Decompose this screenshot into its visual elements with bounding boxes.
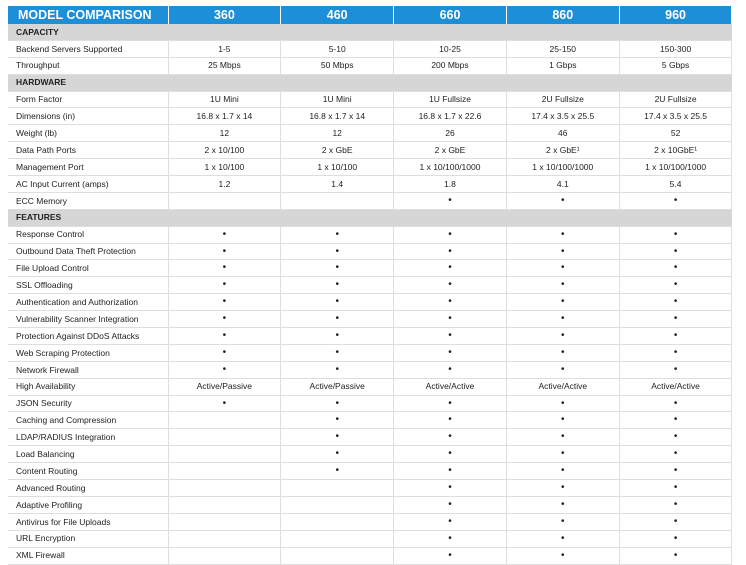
row-label: AC Input Current (amps) — [8, 176, 168, 193]
table-cell: 17.4 x 3.5 x 25.5 — [619, 108, 732, 125]
feature-dot: • — [506, 294, 619, 311]
row-label: Network Firewall — [8, 361, 168, 378]
table-row — [8, 176, 732, 193]
feature-dot: • — [506, 463, 619, 480]
table-cell — [168, 496, 281, 513]
row-label: XML Firewall — [8, 547, 168, 564]
table-cell: 1U Mini — [168, 91, 281, 108]
table-cell: 26 — [394, 125, 507, 142]
table-row — [8, 294, 732, 311]
row-label: Protection Against DDoS Attacks — [8, 328, 168, 345]
feature-dot: • — [168, 260, 281, 277]
feature-dot: • — [619, 429, 732, 446]
row-label: Antivirus for File Uploads — [8, 513, 168, 530]
table-row — [8, 108, 732, 125]
row-label: Form Factor — [8, 91, 168, 108]
table-row — [8, 57, 732, 74]
table-row — [8, 463, 732, 480]
feature-dot: • — [394, 311, 507, 328]
section-title: HARDWARE — [8, 74, 732, 91]
feature-dot: • — [394, 328, 507, 345]
feature-dot: • — [506, 496, 619, 513]
table-row — [8, 142, 732, 159]
table-cell: 2 x 10/100 — [168, 142, 281, 159]
table-cell: 12 — [281, 125, 394, 142]
table-row — [8, 40, 732, 57]
table-cell — [168, 463, 281, 480]
feature-dot: • — [168, 243, 281, 260]
table-row — [8, 496, 732, 513]
feature-dot: • — [281, 243, 394, 260]
row-label: LDAP/RADIUS Integration — [8, 429, 168, 446]
row-label: Response Control — [8, 226, 168, 243]
feature-dot: • — [619, 344, 732, 361]
table-cell: 2 x GbE — [394, 142, 507, 159]
table-row — [8, 344, 732, 361]
row-label: Authentication and Authorization — [8, 294, 168, 311]
feature-dot: • — [619, 260, 732, 277]
section-header — [8, 209, 732, 226]
row-label: Outbound Data Theft Protection — [8, 243, 168, 260]
table-cell — [281, 496, 394, 513]
feature-dot: • — [619, 277, 732, 294]
row-label: Content Routing — [8, 463, 168, 480]
feature-dot: • — [619, 226, 732, 243]
feature-dot: • — [506, 513, 619, 530]
table-cell: Active/Active — [619, 378, 732, 395]
table-row — [8, 412, 732, 429]
table-cell: 1 x 10/100/1000 — [619, 159, 732, 176]
feature-dot: • — [394, 395, 507, 412]
feature-dot: • — [506, 429, 619, 446]
table-cell — [168, 446, 281, 463]
feature-dot: • — [394, 243, 507, 260]
feature-dot: • — [168, 311, 281, 328]
table-row — [8, 513, 732, 530]
feature-dot: • — [619, 530, 732, 547]
table-body — [8, 24, 732, 564]
feature-dot: • — [619, 395, 732, 412]
header-model-660: 660 — [394, 6, 507, 24]
row-label: URL Encryption — [8, 530, 168, 547]
table-row — [8, 192, 732, 209]
table-cell — [281, 513, 394, 530]
feature-dot: • — [281, 260, 394, 277]
table-cell: 17.4 x 3.5 x 25.5 — [506, 108, 619, 125]
feature-dot: • — [506, 344, 619, 361]
feature-dot: • — [619, 480, 732, 497]
table-cell: 52 — [619, 125, 732, 142]
table-cell: 1.8 — [394, 176, 507, 193]
row-label: Vulnerability Scanner Integration — [8, 311, 168, 328]
feature-dot: • — [619, 361, 732, 378]
table-row — [8, 277, 732, 294]
table-cell: 2U Fullsize — [619, 91, 732, 108]
feature-dot: • — [619, 513, 732, 530]
table-row — [8, 91, 732, 108]
feature-dot: • — [619, 328, 732, 345]
table-row — [8, 480, 732, 497]
feature-dot: • — [394, 513, 507, 530]
table-row — [8, 429, 732, 446]
table-cell — [281, 480, 394, 497]
table-cell — [168, 192, 281, 209]
table-cell: 16.8 x 1.7 x 22.6 — [394, 108, 507, 125]
table-cell: 16.8 x 1.7 x 14 — [281, 108, 394, 125]
table-cell: 16.8 x 1.7 x 14 — [168, 108, 281, 125]
row-label: Adaptive Profiling — [8, 496, 168, 513]
feature-dot: • — [506, 395, 619, 412]
table-cell: 150-300 — [619, 40, 732, 57]
feature-dot: • — [506, 192, 619, 209]
table-cell: 50 Mbps — [281, 57, 394, 74]
table-row — [8, 226, 732, 243]
table-cell: Active/Passive — [281, 378, 394, 395]
table-row — [8, 125, 732, 142]
header-model-360: 360 — [168, 6, 281, 24]
row-label: High Availability — [8, 378, 168, 395]
table-row — [8, 159, 732, 176]
feature-dot: • — [281, 463, 394, 480]
section-title: CAPACITY — [8, 24, 732, 40]
table-cell: 200 Mbps — [394, 57, 507, 74]
feature-dot: • — [394, 530, 507, 547]
model-comparison-table — [8, 6, 732, 565]
feature-dot: • — [168, 361, 281, 378]
table-row — [8, 395, 732, 412]
table-row — [8, 378, 732, 395]
feature-dot: • — [619, 463, 732, 480]
table-cell: 1U Fullsize — [394, 91, 507, 108]
table-cell: 1.4 — [281, 176, 394, 193]
header-model-860: 860 — [506, 6, 619, 24]
feature-dot: • — [394, 277, 507, 294]
table-cell: Active/Active — [506, 378, 619, 395]
feature-dot: • — [394, 344, 507, 361]
table-cell: 5 Gbps — [619, 57, 732, 74]
section-header — [8, 74, 732, 91]
feature-dot: • — [394, 547, 507, 564]
feature-dot: • — [619, 496, 732, 513]
table-cell: 4.1 — [506, 176, 619, 193]
table-row — [8, 260, 732, 277]
table-row — [8, 361, 732, 378]
table-cell — [281, 192, 394, 209]
feature-dot: • — [281, 294, 394, 311]
table-cell: 1 x 10/100 — [281, 159, 394, 176]
feature-dot: • — [168, 277, 281, 294]
feature-dot: • — [506, 361, 619, 378]
feature-dot: • — [506, 328, 619, 345]
feature-dot: • — [394, 226, 507, 243]
row-label: ECC Memory — [8, 192, 168, 209]
feature-dot: • — [619, 446, 732, 463]
table-cell: 2 x 10GbE¹ — [619, 142, 732, 159]
table-cell: 2 x GbE¹ — [506, 142, 619, 159]
feature-dot: • — [619, 311, 732, 328]
table-cell: 1.2 — [168, 176, 281, 193]
feature-dot: • — [394, 463, 507, 480]
header-model-960: 960 — [619, 6, 732, 24]
feature-dot: • — [168, 226, 281, 243]
feature-dot: • — [506, 226, 619, 243]
feature-dot: • — [281, 226, 394, 243]
feature-dot: • — [506, 446, 619, 463]
feature-dot: • — [506, 243, 619, 260]
header-row — [8, 6, 732, 24]
feature-dot: • — [394, 412, 507, 429]
feature-dot: • — [168, 395, 281, 412]
table-cell — [168, 547, 281, 564]
table-cell: 25-150 — [506, 40, 619, 57]
table-cell — [168, 480, 281, 497]
header-title: MODEL COMPARISON — [8, 6, 168, 24]
feature-dot: • — [281, 344, 394, 361]
feature-dot: • — [281, 361, 394, 378]
row-label: Caching and Compression — [8, 412, 168, 429]
row-label: Load Balancing — [8, 446, 168, 463]
section-title: FEATURES — [8, 209, 732, 226]
row-label: Management Port — [8, 159, 168, 176]
table-cell — [168, 513, 281, 530]
feature-dot: • — [394, 480, 507, 497]
table-row — [8, 243, 732, 260]
table-row — [8, 328, 732, 345]
table-cell: 5.4 — [619, 176, 732, 193]
table-cell: 1 x 10/100/1000 — [506, 159, 619, 176]
row-label: Weight (lb) — [8, 125, 168, 142]
table-cell: 5-10 — [281, 40, 394, 57]
table-cell: 10-25 — [394, 40, 507, 57]
table-row — [8, 547, 732, 564]
table-cell: 46 — [506, 125, 619, 142]
row-label: Dimensions (in) — [8, 108, 168, 125]
table-row — [8, 311, 732, 328]
row-label: Backend Servers Supported — [8, 40, 168, 57]
feature-dot: • — [506, 530, 619, 547]
feature-dot: • — [506, 547, 619, 564]
table-cell: 2U Fullsize — [506, 91, 619, 108]
table-cell: 12 — [168, 125, 281, 142]
feature-dot: • — [619, 192, 732, 209]
feature-dot: • — [168, 344, 281, 361]
feature-dot: • — [394, 294, 507, 311]
row-label: Web Scraping Protection — [8, 344, 168, 361]
table-cell: 1 Gbps — [506, 57, 619, 74]
table-cell: 1-5 — [168, 40, 281, 57]
row-label: SSL Offloading — [8, 277, 168, 294]
feature-dot: • — [394, 260, 507, 277]
table-cell: 1U Mini — [281, 91, 394, 108]
table-cell: 2 x GbE — [281, 142, 394, 159]
feature-dot: • — [619, 243, 732, 260]
feature-dot: • — [619, 412, 732, 429]
feature-dot: • — [619, 294, 732, 311]
table-cell: 1 x 10/100 — [168, 159, 281, 176]
row-label: Advanced Routing — [8, 480, 168, 497]
feature-dot: • — [394, 429, 507, 446]
table-row — [8, 446, 732, 463]
feature-dot: • — [168, 328, 281, 345]
table-cell — [281, 547, 394, 564]
table-cell — [168, 412, 281, 429]
feature-dot: • — [281, 412, 394, 429]
feature-dot: • — [506, 412, 619, 429]
table-cell: 25 Mbps — [168, 57, 281, 74]
table-cell: Active/Passive — [168, 378, 281, 395]
feature-dot: • — [506, 260, 619, 277]
row-label: Data Path Ports — [8, 142, 168, 159]
row-label: Throughput — [8, 57, 168, 74]
table-cell: 1 x 10/100/1000 — [394, 159, 507, 176]
feature-dot: • — [394, 361, 507, 378]
feature-dot: • — [281, 395, 394, 412]
section-header — [8, 24, 732, 40]
header-model-460: 460 — [281, 6, 394, 24]
feature-dot: • — [281, 277, 394, 294]
feature-dot: • — [394, 496, 507, 513]
feature-dot: • — [281, 311, 394, 328]
feature-dot: • — [394, 192, 507, 209]
feature-dot: • — [168, 294, 281, 311]
feature-dot: • — [281, 429, 394, 446]
row-label: JSON Security — [8, 395, 168, 412]
feature-dot: • — [506, 480, 619, 497]
feature-dot: • — [506, 311, 619, 328]
feature-dot: • — [281, 328, 394, 345]
table-cell: Active/Active — [394, 378, 507, 395]
row-label: File Upload Control — [8, 260, 168, 277]
feature-dot: • — [506, 277, 619, 294]
feature-dot: • — [394, 446, 507, 463]
feature-dot: • — [619, 547, 732, 564]
table-cell — [168, 429, 281, 446]
feature-dot: • — [281, 446, 394, 463]
